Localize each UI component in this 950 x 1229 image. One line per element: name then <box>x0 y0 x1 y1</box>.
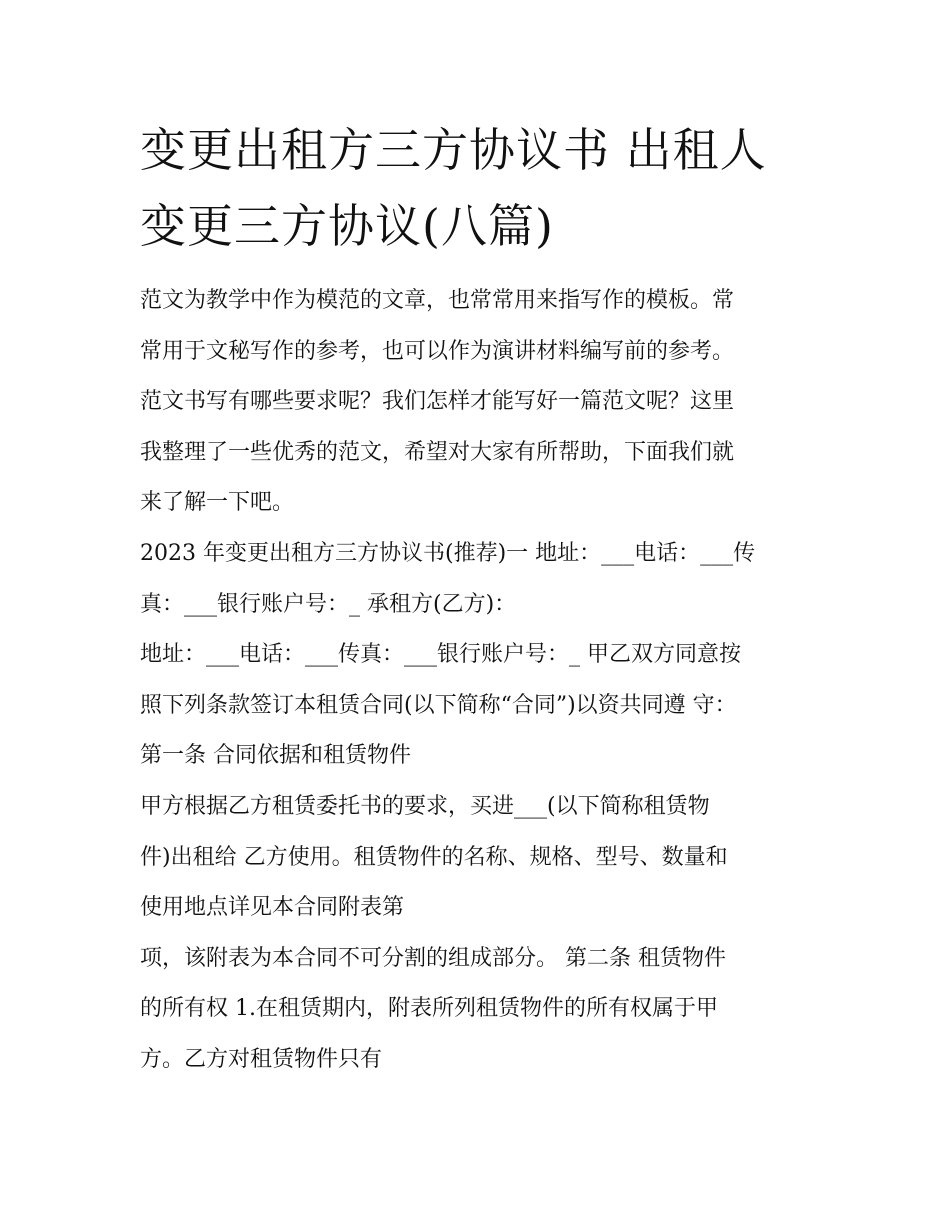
title-line: 变更三方协议(八篇) <box>140 199 554 253</box>
text-line: 的所有权 1.在租赁期内，附表所列租赁物件的所有权属于甲 <box>140 996 718 1022</box>
document-page <box>140 112 830 1086</box>
body-text <box>140 529 830 1086</box>
text-line: 我整理了一些优秀的范文，希望对大家有所帮助，下面我们就 <box>140 439 735 465</box>
text-line: 地址：___电话：___传真：___银行账户号：_ 甲乙双方同意按 <box>140 642 741 668</box>
text-line: 来了解一下吧。 <box>140 490 295 516</box>
text-line: 使用地点详见本合同附表第 <box>140 895 405 921</box>
text-line: 甲方根据乙方租赁委托书的要求，买进___(以下简称租赁物 <box>140 793 710 819</box>
text-line: 范文书写有哪些要求呢？我们怎样才能写好一篇范文呢？这里 <box>140 389 735 415</box>
section-heading: 第一条 合同依据和租赁物件 <box>140 743 411 769</box>
text-line: 常用于文秘写作的参考，也可以作为演讲材料编写前的参考。 <box>140 338 735 364</box>
text-line: 项，该附表为本合同不可分割的组成部分。 第二条 租赁物件 <box>140 945 726 971</box>
intro-paragraph <box>140 276 830 529</box>
text-line: 方。乙方对租赁物件只有 <box>140 1046 383 1072</box>
text-line: 范文为教学中作为模范的文章，也常常用来指写作的模板。常 <box>140 288 735 313</box>
text-line: 真：___银行账户号：_ 承租方(乙方)： <box>140 591 517 617</box>
text-line: 2023 年变更出租方三方协议书(推荐)一 地址：___电话：___传 <box>140 540 756 566</box>
title-line: 变更出租方三方协议书 出租人 <box>140 123 767 177</box>
document-title <box>140 112 830 264</box>
text-line: 件)出租给 乙方使用。租赁物件的名称、规格、型号、数量和 <box>140 844 728 870</box>
text-line: 照下列条款签订本租赁合同(以下简称“合同”)以资共同遵 守： <box>140 692 737 718</box>
